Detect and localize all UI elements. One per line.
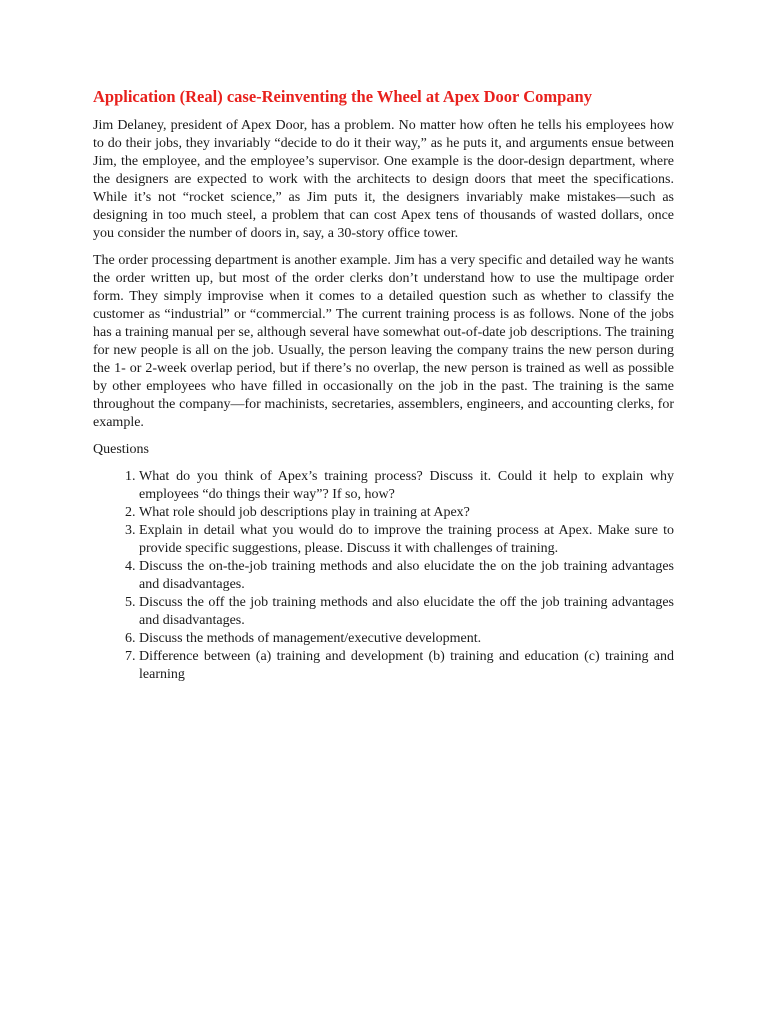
questions-list xyxy=(93,468,674,684)
question-item: 7. Difference between (a) training and development (b) training and education (c) training and learning xyxy=(139,648,674,684)
question-item: 6. Discuss the methods of management/executive development. xyxy=(139,630,674,648)
document-page xyxy=(93,86,674,684)
question-item: 3. Explain in detail what you would do to improve the training process at Apex. Make sure to provide specific suggestions, please. Discuss it with challenges of training. xyxy=(139,522,674,558)
case-paragraph-1: Jim Delaney, president of Apex Door, has a problem. No matter how often he tells his employees how to do their jobs, they invariably “decide to do it their way,” as he puts it, and arguments ensue between Jim, the employee, and the employee’s supervisor. One example is the door-design department, where the designers are expected to work with the architects to design doors that meet the specifications. While it’s not “rocket science,” as Jim puts it, the designers invariably make mistakes—such as designing in too much steel, a problem that can cost Apex tens of thousands of wasted dollars, once you consider the number of doors in, say, a 30-story office tower. xyxy=(93,118,674,241)
questions-heading: Questions xyxy=(93,442,149,457)
case-title: Application (Real) case-Reinventing the Wheel at Apex Door Company xyxy=(93,87,592,106)
question-item: 4. Discuss the on-the-job training methods and also elucidate the on the job training advantages and disadvantages. xyxy=(139,558,674,594)
case-paragraph-2: The order processing department is another example. Jim has a very specific and detailed way he wants the order written up, but most of the order clerks don’t understand how to use the multipage order form. They simply improvise when it comes to a detailed question such as whether to classify the customer as “industrial” or “commercial.” The current training process is as follows. None of the jobs has a training manual per se, although several have somewhat out-of-date job descriptions. The training for new people is all on the job. Usually, the person leaving the company trains the new person during the 1- or 2-week overlap period, but if there’s no overlap, the new person is trained as well as possible by other employees who have filled in occasionally on the job in the past. The training is the same throughout the company—for machinists, secretaries, assemblers, engineers, and accounting clerks, for example. xyxy=(93,253,674,430)
question-item: 5. Discuss the off the job training methods and also elucidate the off the job training advantages and disadvantages. xyxy=(139,594,674,630)
question-item: 2. What role should job descriptions play in training at Apex? xyxy=(139,504,674,522)
question-item: 1. What do you think of Apex’s training process? Discuss it. Could it help to explain why employees “do things their way”? If so, how? xyxy=(139,468,674,504)
